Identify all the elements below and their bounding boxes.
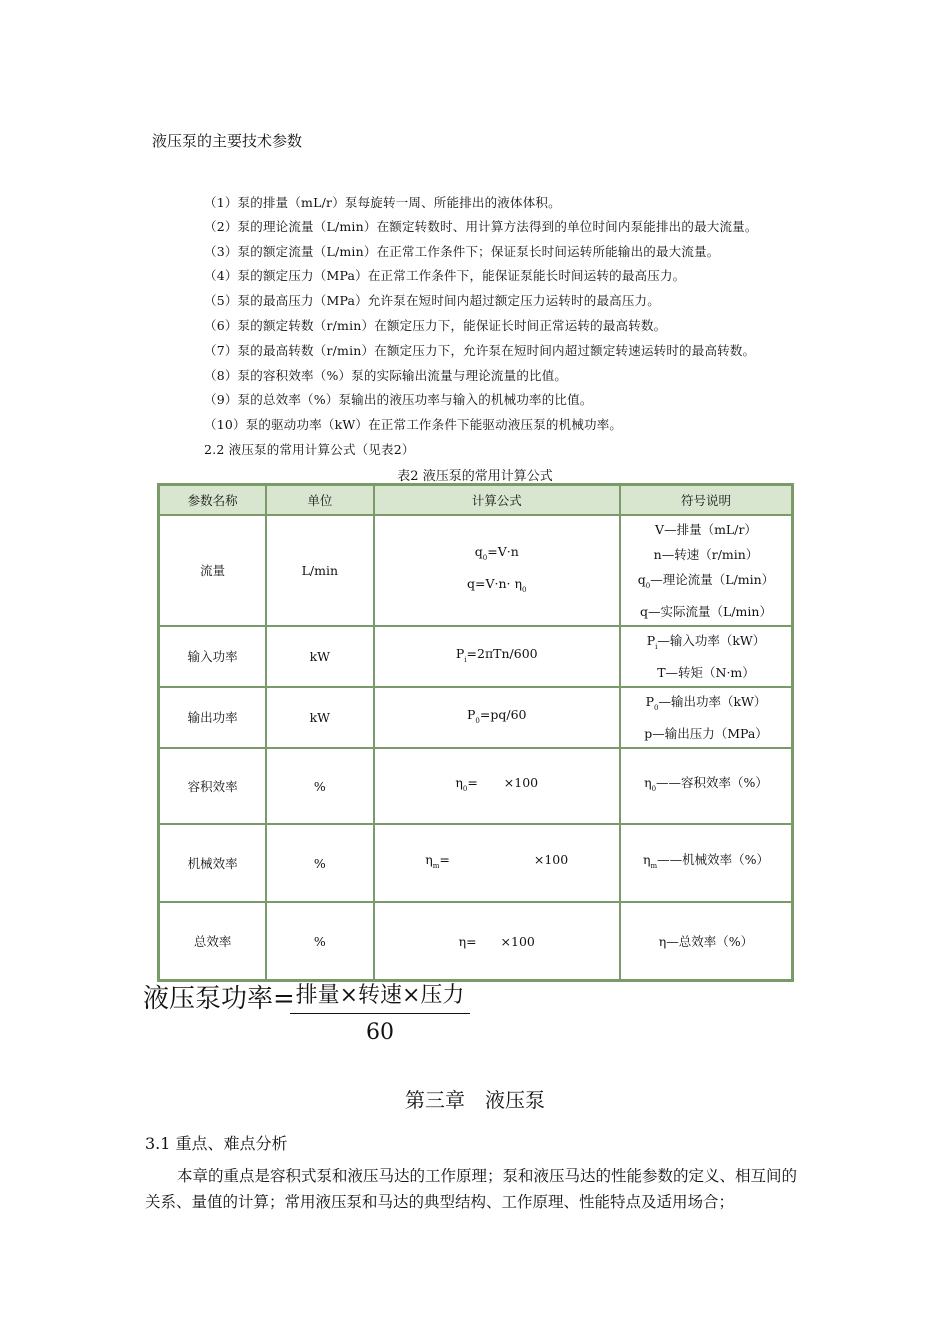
subscript: 0 [654, 704, 659, 712]
param-name: 流量 [159, 515, 266, 626]
header-cell: 计算公式 [374, 485, 620, 515]
param-unit: L/min [266, 515, 373, 626]
param-unit: kW [266, 687, 373, 748]
param-formula [374, 902, 620, 980]
formula-text: η [455, 775, 463, 790]
formula-text: q=V·n· η [467, 575, 522, 591]
param-item: （2）泵的理论流量（L/min）在额定转数时、用计算方法得到的单位时间内泵能排出的最大流量。 [204, 219, 758, 234]
desc-text: —输出功率（kW） [658, 694, 767, 709]
table-row [159, 626, 792, 687]
param-name: 容积效率 [159, 748, 266, 824]
param-unit: kW [266, 626, 373, 687]
param-name: 机械效率 [159, 824, 266, 902]
formula-table [157, 483, 794, 982]
formula-text: P [455, 645, 465, 661]
subscript: m [432, 862, 440, 870]
symbol-desc [620, 687, 792, 748]
param-item: （3）泵的额定流量（L/min）在正常工作条件下；保证泵长时间运转所能输出的最大流量。 [204, 244, 720, 259]
subscript: 0 [645, 582, 651, 590]
desc-text: ——机械效率（%） [657, 852, 769, 867]
param-unit: % [266, 748, 373, 824]
formula-text: P [466, 706, 476, 722]
param-name: 总效率 [159, 902, 266, 980]
fraction-denominator: 60 [366, 1020, 394, 1045]
desc-text: η—总效率（%） [658, 933, 754, 949]
document-title: 液压泵的主要技术参数 [152, 132, 303, 150]
param-name: 输入功率 [159, 626, 266, 687]
section-heading-2-2: 2.2 液压泵的常用计算公式（见表2） [204, 442, 415, 457]
formula-text: q [474, 543, 483, 559]
desc-text: ——容积效率（%） [656, 775, 768, 790]
table-row [159, 824, 792, 902]
desc-text: —输入功率（kW） [657, 633, 766, 648]
formula-text: ×100 [533, 852, 569, 867]
desc-line: V—排量（mL/r） [655, 522, 757, 537]
symbol-desc [620, 902, 792, 980]
subscript: 0 [651, 785, 657, 793]
desc-line: q—实际流量（L/min） [640, 604, 772, 619]
desc-text: q [637, 572, 646, 587]
table-row [159, 902, 792, 980]
formula-text: =2πTn/600 [466, 645, 538, 661]
power-formula-fraction [290, 978, 470, 1045]
subscript: i [655, 643, 658, 651]
formula-text: η [425, 852, 433, 867]
desc-text: η [642, 852, 651, 867]
param-formula [374, 748, 620, 824]
desc-line: p—输出压力（MPa） [644, 726, 768, 741]
table-row [159, 515, 792, 626]
chapter-title: 第三章 液压泵 [405, 1088, 545, 1112]
formula-text: = [439, 852, 450, 867]
subscript: 0 [482, 553, 488, 562]
param-item: （1）泵的排量（mL/r）泵每旋转一周、所能排出的液体体积。 [204, 195, 561, 210]
param-item: （4）泵的额定压力（MPa）在正常工作条件下，能保证泵能长时间运转的最高压力。 [204, 268, 686, 283]
param-item: （9）泵的总效率（%）泵输出的液压功率与输入的机械功率的比值。 [204, 392, 593, 407]
symbol-desc [620, 824, 792, 902]
formula-text: ×100 [503, 775, 539, 790]
param-formula [374, 687, 620, 748]
param-formula [374, 824, 620, 902]
param-item: （5）泵的最高压力（MPa）允许泵在短时间内超过额定压力运转时的最高压力。 [204, 293, 660, 308]
param-item: （6）泵的额定转数（r/min）在额定压力下，能保证长时间正常运转的最高转数。 [204, 318, 667, 333]
formula-text: = [467, 775, 478, 790]
table-row [159, 687, 792, 748]
formula-text: ×100 [500, 933, 535, 949]
symbol-desc [620, 626, 792, 687]
symbol-desc [620, 748, 792, 824]
formula-text: =pq/60 [479, 706, 527, 722]
subscript: 0 [462, 785, 468, 793]
desc-text: P [645, 694, 654, 709]
section-heading: 3.1 重点、难点分析 [145, 1134, 288, 1153]
header-cell: 参数名称 [159, 485, 266, 515]
fraction-numerator: 排量×转速×压力 [290, 978, 470, 1014]
param-name: 输出功率 [159, 687, 266, 748]
subscript: i [464, 655, 467, 664]
table-header-row [159, 485, 792, 515]
symbol-desc [620, 515, 792, 626]
desc-text: P [646, 633, 656, 648]
formula-text: =V·n [487, 543, 519, 559]
param-item: （7）泵的最高转数（r/min）在额定压力下，允许泵在短时间内超过额定转速运转时的最高转数。 [204, 343, 756, 358]
param-unit: % [266, 902, 373, 980]
formula-text: η= [458, 933, 477, 949]
subscript: 0 [475, 716, 480, 725]
param-item: （10）泵的驱动功率（kW）在正常工作条件下能驱动液压泵的机械功率。 [204, 417, 623, 432]
desc-line: n—转速（r/min） [653, 547, 759, 562]
table-row [159, 748, 792, 824]
body-paragraph: 本章的重点是容积式泵和液压马达的工作原理；泵和液压马达的性能参数的定义、相互间的关系、量值的计算；常用液压泵和马达的典型结构、工作原理、性能特点及适用场合； [145, 1167, 798, 1211]
param-formula [374, 515, 620, 626]
subscript: 0 [521, 585, 527, 594]
desc-text: η [644, 775, 652, 790]
header-cell: 符号说明 [620, 485, 792, 515]
power-formula-lhs: 液压泵功率= [143, 984, 295, 1014]
param-item: （8）泵的容积效率（%）泵的实际输出流量与理论流量的比值。 [204, 368, 568, 383]
subscript: m [650, 862, 658, 870]
table-caption: 表2 液压泵的常用计算公式 [397, 469, 553, 484]
desc-text: —理论流量（L/min） [650, 572, 775, 587]
param-unit: % [266, 824, 373, 902]
desc-line: T—转矩（N·m） [657, 665, 755, 680]
header-cell: 单位 [266, 485, 373, 515]
param-formula [374, 626, 620, 687]
